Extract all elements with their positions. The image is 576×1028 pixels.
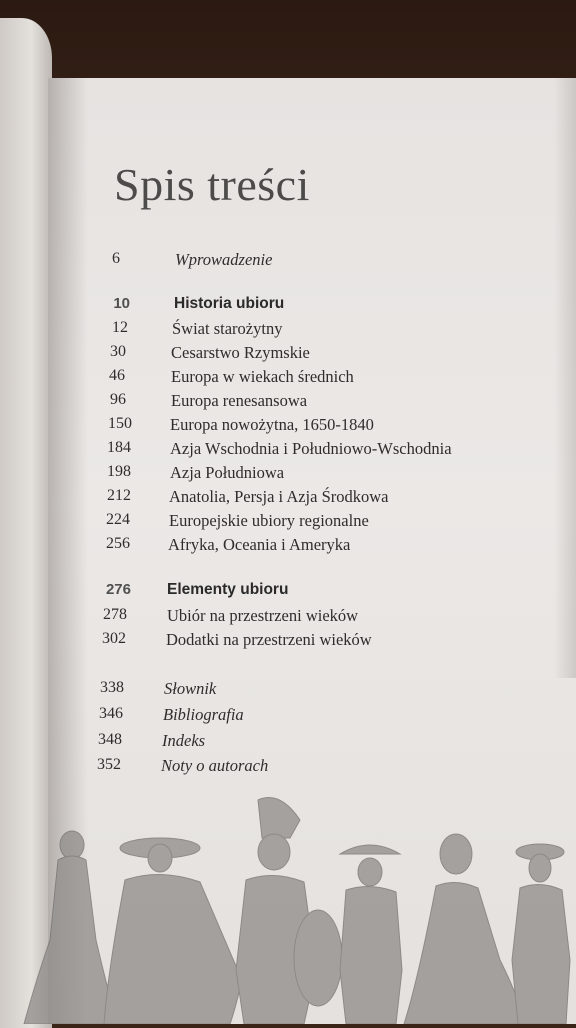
toc-entry xyxy=(0,391,576,415)
toc-page-number: 30 xyxy=(110,343,126,360)
costume-illustration xyxy=(0,790,576,1024)
toc-page-number: 12 xyxy=(112,319,128,336)
toc-entry-label: Europejskie ubiory regionalne xyxy=(169,511,369,530)
toc-entry-label: Elementy ubioru xyxy=(167,581,289,598)
toc-page-number: 338 xyxy=(100,679,124,696)
toc-entry-label: Historia ubioru xyxy=(174,295,285,312)
toc-entry-label: Noty o autorach xyxy=(161,756,269,775)
toc-entry xyxy=(0,630,576,654)
toc-entry-label: Cesarstwo Rzymskie xyxy=(171,343,310,362)
toc-page-number: 150 xyxy=(108,415,132,432)
toc-page-number: 198 xyxy=(107,463,131,480)
toc-entry-label: Dodatki na przestrzeni wieków xyxy=(166,630,372,649)
toc-entry xyxy=(0,705,576,729)
toc-entry-label: Świat starożytny xyxy=(172,319,283,338)
toc-page-number: 302 xyxy=(102,630,126,647)
toc-entry xyxy=(0,415,576,439)
toc-entry xyxy=(0,581,576,605)
toc-page-number: 224 xyxy=(106,511,130,528)
toc-entry xyxy=(0,679,576,703)
toc-page-number: 278 xyxy=(103,606,127,623)
toc-entry-label: Ubiór na przestrzeni wieków xyxy=(167,606,359,625)
toc-entry xyxy=(0,463,576,487)
toc-entry-label: Afryka, Oceania i Ameryka xyxy=(168,535,351,554)
toc-page-number: 256 xyxy=(106,535,130,552)
toc-entry-label: Europa renesansowa xyxy=(171,391,308,410)
toc-page-number: 212 xyxy=(107,487,131,504)
toc-page-number: 46 xyxy=(109,367,125,384)
toc-page-number: 96 xyxy=(110,391,126,408)
toc-page-number: 348 xyxy=(98,731,122,748)
toc-entry-label: Anatolia, Persja i Azja Środkowa xyxy=(169,487,389,506)
toc-page-number: 6 xyxy=(112,250,120,267)
toc-entry-label: Azja Wschodnia i Południowo-Wschodnia xyxy=(170,439,452,458)
toc-entry-label: Europa w wiekach średnich xyxy=(171,367,354,386)
toc-entry xyxy=(0,250,576,274)
toc-entry xyxy=(0,295,576,319)
toc-entry-label: Indeks xyxy=(162,731,206,750)
toc-entry xyxy=(0,319,576,343)
toc-entry-label: Azja Południowa xyxy=(170,463,285,482)
toc-entry xyxy=(0,756,576,780)
toc-entry xyxy=(0,535,576,559)
toc-entry-label: Bibliografia xyxy=(163,705,244,724)
toc-entry xyxy=(0,439,576,463)
toc-entry xyxy=(0,606,576,630)
toc-page-number: 276 xyxy=(105,581,131,598)
toc-entry-label: Europa nowożytna, 1650-1840 xyxy=(170,415,374,434)
toc-entry-label: Słownik xyxy=(164,679,217,698)
toc-page-number: 184 xyxy=(107,439,131,456)
page-title: Spis treści xyxy=(114,159,310,210)
toc-entry xyxy=(0,367,576,391)
toc-entry xyxy=(0,343,576,367)
toc-page-number: 10 xyxy=(113,295,130,312)
toc-page-number: 346 xyxy=(99,705,123,722)
toc-page-number: 352 xyxy=(97,756,121,773)
toc-entry xyxy=(0,731,576,755)
toc-entry-label: Wprowadzenie xyxy=(175,250,273,269)
toc-entry xyxy=(0,511,576,535)
toc-entry xyxy=(0,487,576,511)
